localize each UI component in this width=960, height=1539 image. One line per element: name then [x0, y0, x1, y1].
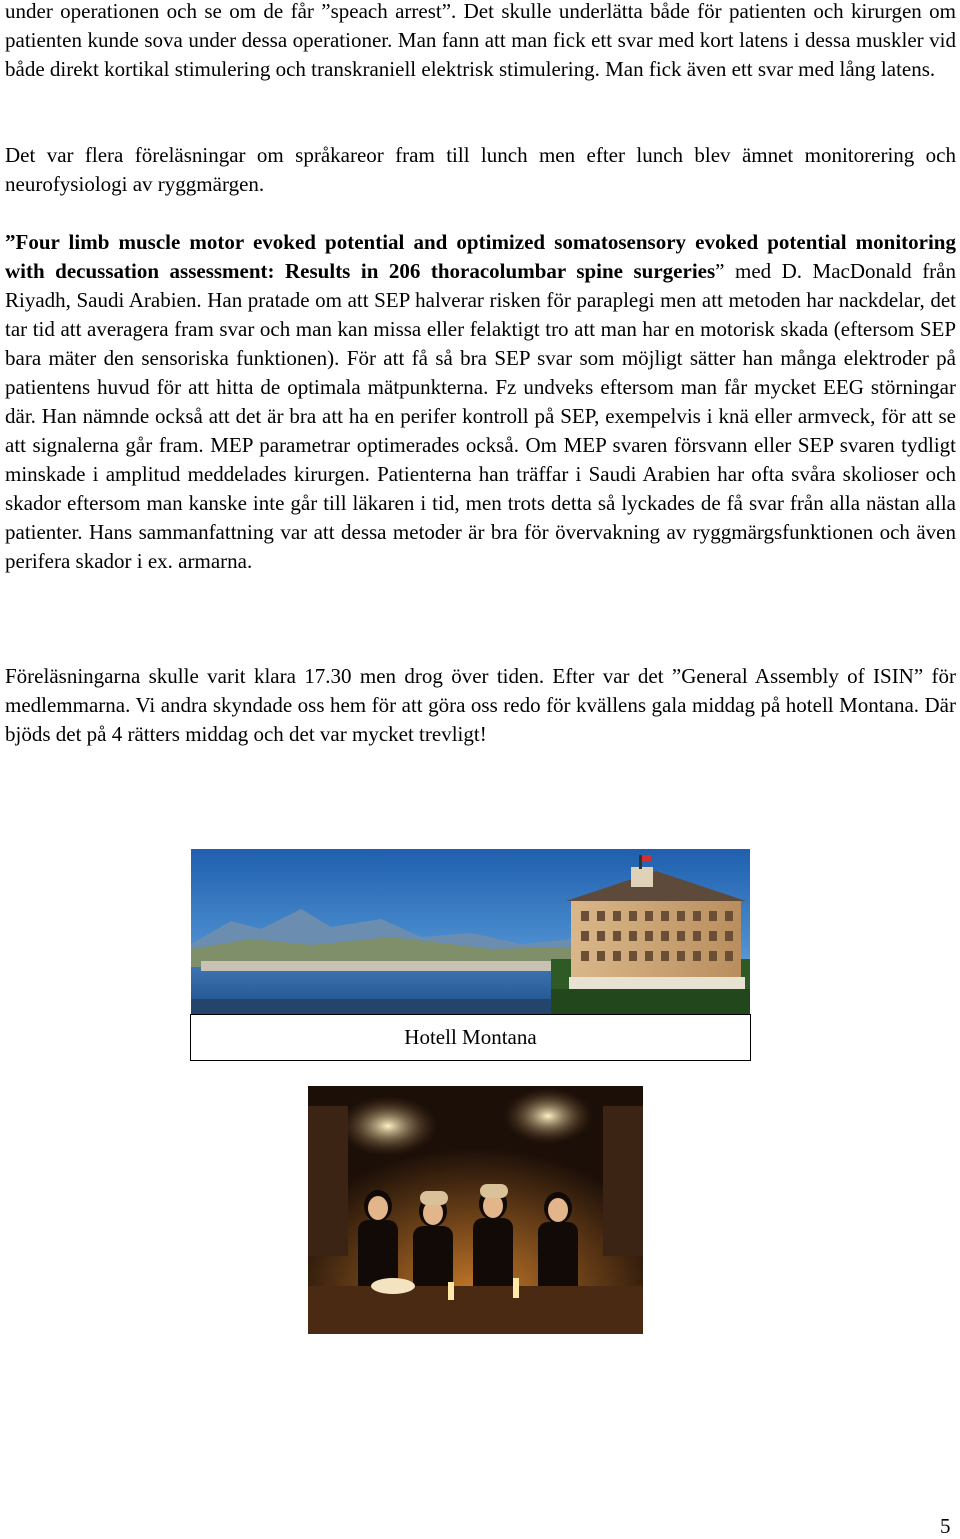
paragraph-speech-arrest: under operationen och se om de får ”speach arrest”. Det skulle underlätta både för patienten och kirurgen om patienten kunde sova under dessa operationer. Man fann att man fick ett svar med kort latens i dessa muskler vid både direkt kortikal stimulering och transkraniell elektrisk stimulering. Man fick även ett svar med lång latens. — [5, 0, 956, 81]
paragraph-lectures: Det var flera föreläsningar om språkareor fram till lunch men efter lunch blev ämnet monitorering och neurofysiologi av ryggmärgen. — [5, 143, 956, 196]
gala-dinner-photo — [308, 1086, 643, 1334]
hotel-montana-photo — [191, 849, 750, 1015]
talk-open-quote: ” — [5, 230, 16, 254]
hotel-caption: Hotell Montana — [404, 1025, 537, 1049]
talk-title: Four limb muscle motor evoked potential and optimized somatosensory evoked potential monitoring with decussation assessment: Results in 206 thoracolumbar spine surgeries — [5, 230, 956, 283]
page-number: 5 — [940, 1514, 951, 1538]
talk-summary: ” med D. MacDonald från Riyadh, Saudi Arabien. Han pratade om att SEP halverar risken för paraplegi men att metoden har nackdelar, det tar tid att averagera fram svar och man kan missa eller felaktigt tro att man har en motorisk skada (eftersom SEP bara mäter den sensoriska funktionen). För att få så bra SEP svar som möjligt sätter han många elektroder på patientens huvud för att hitta de optimala mätpunkterna. Fz undveks eftersom man får mycket EEG störningar där. Han nämnde också att det är bra att ha en perifer kontroll på SEP, exempelvis i knä eller armveck, för att se att signalerna går fram. MEP parametrar optimerades också. Om MEP svaren försvann eller SEP svaren tydligt minskade i amplitud meddelades kirurgen. Patienterna han träffar i Saudi Arabien har ofta svåra skolioser och skador eftersom man kanske inte går till läkaren i tid, men trots detta så lyckades de få svar från alla nästan alla patienter. Hans sammanfattning var att dessa metoder är bra för övervakning av ryggmärgsfunktionen och även perifera skador i ex. armarna. — [5, 259, 956, 573]
paragraph-gala-dinner: Föreläsningarna skulle varit klara 17.30 men drog över tiden. Efter var det ”General Assembly of ISIN” för medlemmarna. Vi andra skyndade oss hem för att göra oss redo för kvällens gala middag på hotell Montana. Där bjöds det på 4 rätters middag och det var mycket trevligt! — [5, 664, 956, 746]
hotel-caption-box — [190, 1014, 751, 1061]
paragraph-macdonald-talk — [5, 228, 956, 576]
